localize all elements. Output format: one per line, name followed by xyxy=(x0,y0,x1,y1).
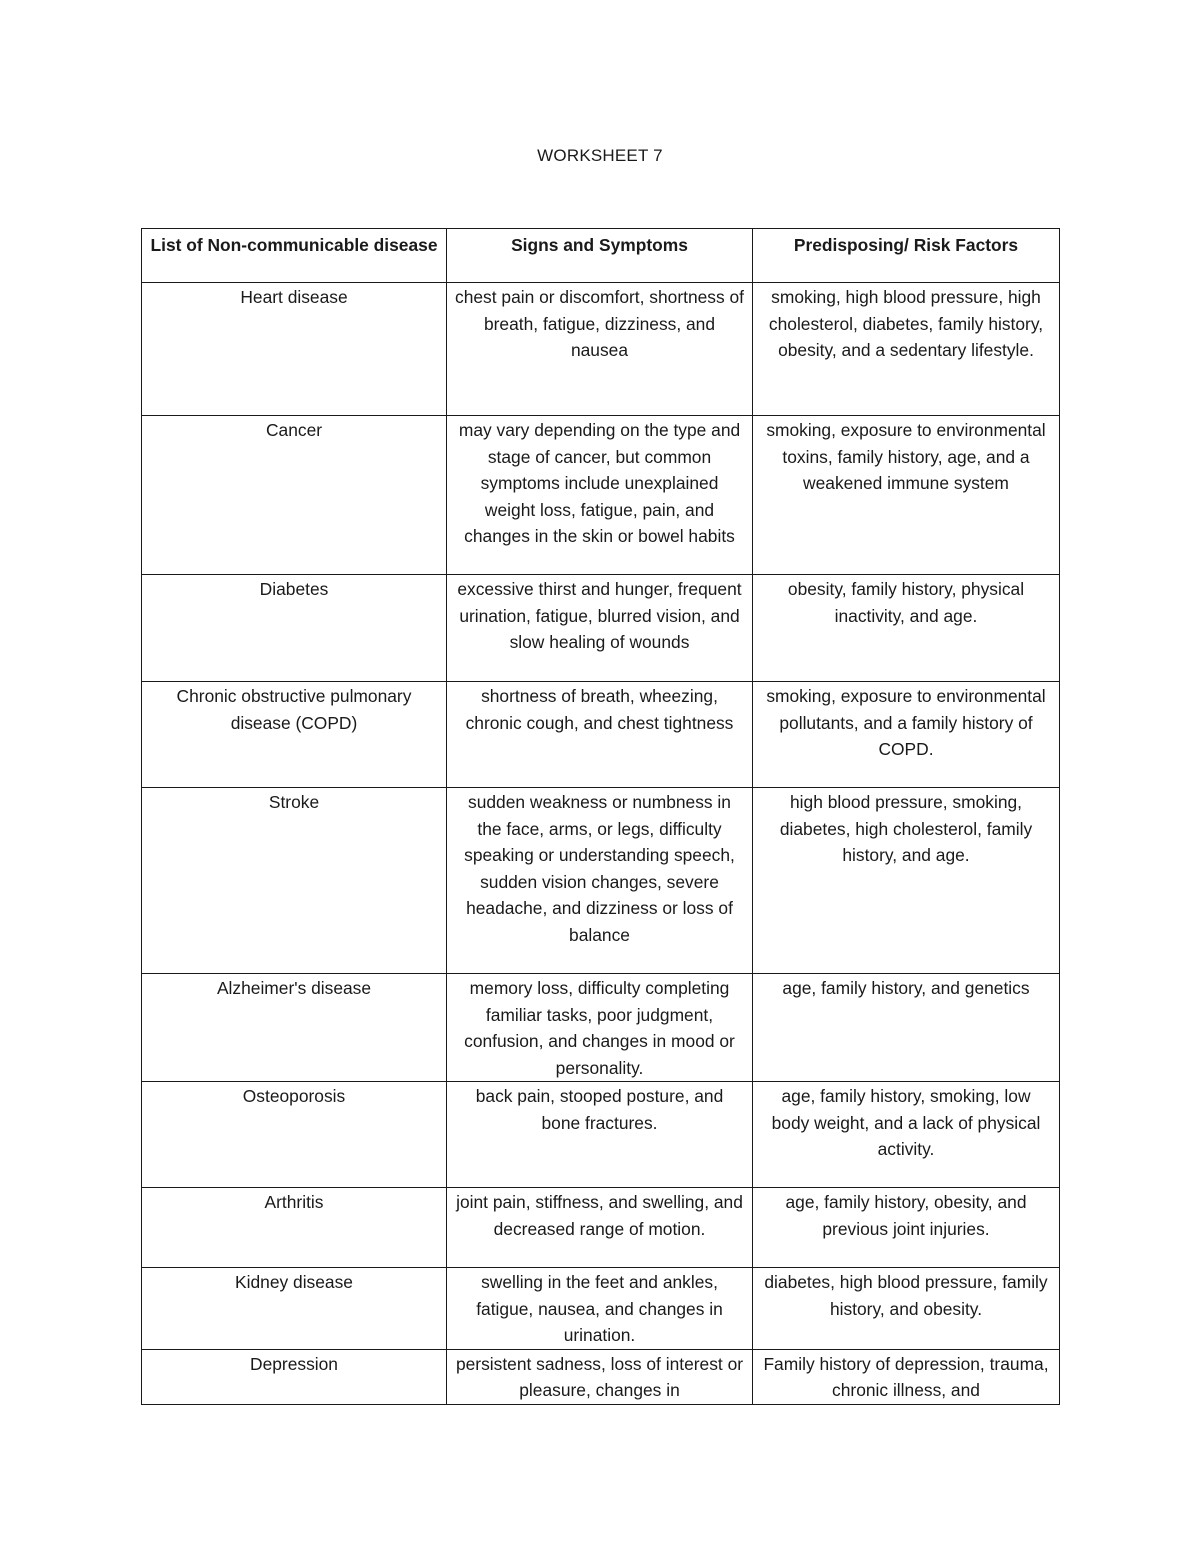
symptoms-cell: excessive thirst and hunger, frequent urination, fatigue, blurred vision, and slow healing of wounds xyxy=(447,575,753,682)
disease-cell: Kidney disease xyxy=(142,1268,447,1350)
table-row xyxy=(142,283,1060,416)
symptoms-cell: persistent sadness, loss of interest or pleasure, changes in xyxy=(447,1349,753,1404)
risk-factors-cell: obesity, family history, physical inactivity, and age. xyxy=(753,575,1060,682)
disease-cell: Cancer xyxy=(142,416,447,575)
risk-factors-cell: age, family history, smoking, low body weight, and a lack of physical activity. xyxy=(753,1082,1060,1188)
table-row xyxy=(142,416,1060,575)
page-title: WORKSHEET 7 xyxy=(537,146,663,165)
header-symptoms: Signs and Symptoms xyxy=(447,229,753,283)
disease-cell: Osteoporosis xyxy=(142,1082,447,1188)
symptoms-cell: memory loss, difficulty completing familiar tasks, poor judgment, confusion, and changes in mood or personality. xyxy=(447,974,753,1082)
table-row xyxy=(142,575,1060,682)
symptoms-cell: back pain, stooped posture, and bone fractures. xyxy=(447,1082,753,1188)
symptoms-cell: may vary depending on the type and stage of cancer, but common symptoms include unexplained weight loss, fatigue, pain, and changes in the skin or bowel habits xyxy=(447,416,753,575)
symptoms-cell: sudden weakness or numbness in the face, arms, or legs, difficulty speaking or understanding speech, sudden vision changes, severe headache, and dizziness or loss of balance xyxy=(447,788,753,974)
symptoms-cell: chest pain or discomfort, shortness of breath, fatigue, dizziness, and nausea xyxy=(447,283,753,416)
table-row xyxy=(142,974,1060,1082)
risk-factors-cell: high blood pressure, smoking, diabetes, high cholesterol, family history, and age. xyxy=(753,788,1060,974)
symptoms-cell: shortness of breath, wheezing, chronic cough, and chest tightness xyxy=(447,682,753,788)
disease-cell: Alzheimer's disease xyxy=(142,974,447,1082)
risk-factors-cell: smoking, high blood pressure, high cholesterol, diabetes, family history, obesity, and a sedentary lifestyle. xyxy=(753,283,1060,416)
table-row xyxy=(142,1349,1060,1404)
disease-cell: Stroke xyxy=(142,788,447,974)
disease-cell: Depression xyxy=(142,1349,447,1404)
risk-factors-cell: Family history of depression, trauma, chronic illness, and xyxy=(753,1349,1060,1404)
disease-cell: Arthritis xyxy=(142,1188,447,1268)
ncd-table xyxy=(141,228,1060,1405)
table-row xyxy=(142,1082,1060,1188)
table-row xyxy=(142,1188,1060,1268)
disease-cell: Diabetes xyxy=(142,575,447,682)
symptoms-cell: joint pain, stiffness, and swelling, and decreased range of motion. xyxy=(447,1188,753,1268)
disease-cell: Heart disease xyxy=(142,283,447,416)
table-header-row xyxy=(142,229,1060,283)
table-row xyxy=(142,682,1060,788)
risk-factors-cell: diabetes, high blood pressure, family history, and obesity. xyxy=(753,1268,1060,1350)
risk-factors-cell: smoking, exposure to environmental pollutants, and a family history of COPD. xyxy=(753,682,1060,788)
risk-factors-cell: age, family history, and genetics xyxy=(753,974,1060,1082)
risk-factors-cell: smoking, exposure to environmental toxins, family history, age, and a weakened immune system xyxy=(753,416,1060,575)
table-row xyxy=(142,1268,1060,1350)
symptoms-cell: swelling in the feet and ankles, fatigue, nausea, and changes in urination. xyxy=(447,1268,753,1350)
disease-cell: Chronic obstructive pulmonary disease (COPD) xyxy=(142,682,447,788)
header-disease: List of Non-communicable disease xyxy=(142,229,447,283)
risk-factors-cell: age, family history, obesity, and previous joint injuries. xyxy=(753,1188,1060,1268)
header-risk-factors: Predisposing/ Risk Factors xyxy=(753,229,1060,283)
table-row xyxy=(142,788,1060,974)
